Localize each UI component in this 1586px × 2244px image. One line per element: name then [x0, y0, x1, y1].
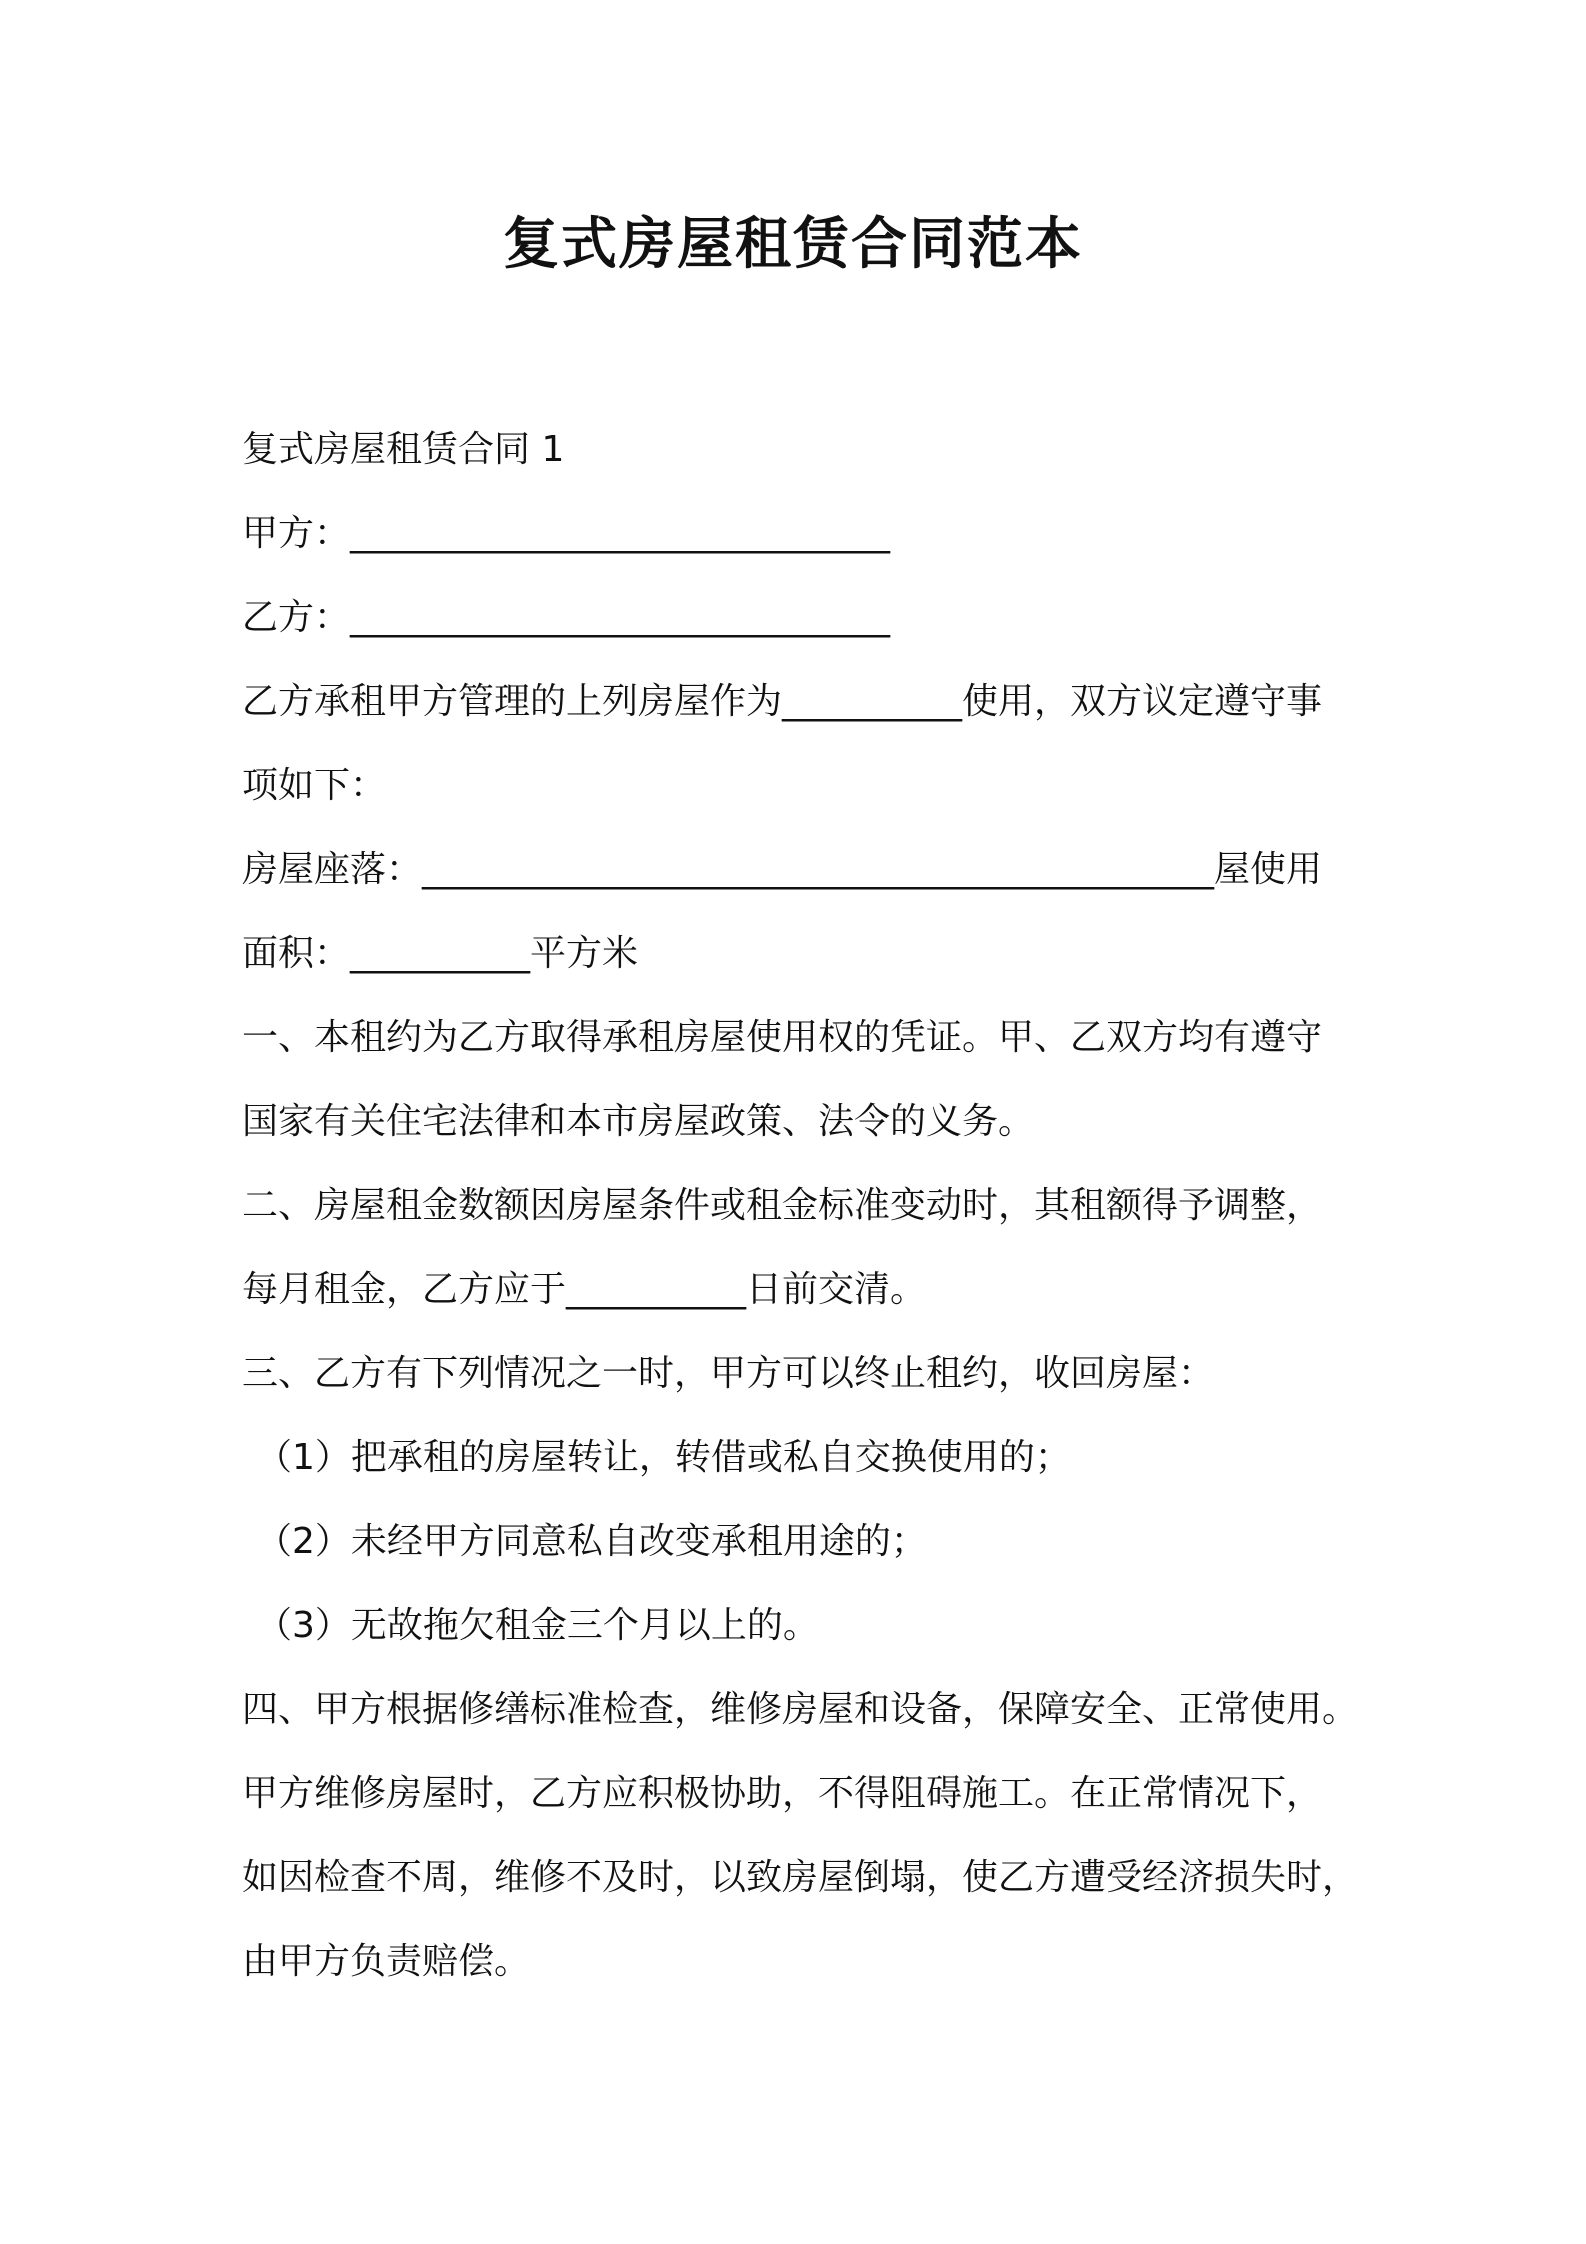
paragraph-line: 乙方承租甲方管理的上列房屋作为__________使用，双方议定遵守事 [242, 681, 1323, 722]
document-body [242, 408, 1359, 2004]
clause-4-line: 甲方维修房屋时，乙方应积极协助，不得阻碍施工。在正常情况下， [242, 1773, 1323, 1814]
clause-3-item: （3）无故拖欠租金三个月以上的。 [256, 1605, 819, 1646]
section-heading: 复式房屋租赁合同 1 [242, 429, 565, 470]
clause-4-line: 如因检查不周，维修不及时，以致房屋倒塌，使乙方遭受经济损失时， [242, 1857, 1359, 1898]
location-line: 房屋座落：____________________________________________屋使用 [242, 849, 1323, 890]
clause-1-line: 国家有关住宅法律和本市房屋政策、法令的义务。 [242, 1101, 1035, 1142]
clause-3-line: 三、乙方有下列情况之一时，甲方可以终止租约，收回房屋： [242, 1353, 1215, 1394]
party-b-line: 乙方：______________________________ [242, 597, 891, 638]
paragraph-line: 项如下： [242, 765, 387, 806]
clause-4-line: 四、甲方根据修缮标准检查，维修房屋和设备，保障安全、正常使用。 [242, 1689, 1359, 1730]
clause-2-line: 二、房屋租金数额因房屋条件或租金标准变动时，其租额得予调整， [242, 1185, 1323, 1226]
clause-3-item: （2）未经甲方同意私自改变承租用途的； [256, 1521, 927, 1562]
clause-3-item: （1）把承租的房屋转让，转借或私自交换使用的； [256, 1437, 1071, 1478]
clause-1-line: 一、本租约为乙方取得承租房屋使用权的凭证。甲、乙双方均有遵守 [242, 1017, 1323, 1058]
clause-4-line: 由甲方负责赔偿。 [242, 1941, 531, 1982]
party-a-line: 甲方：______________________________ [242, 513, 891, 554]
area-line: 面积：__________平方米 [242, 933, 639, 974]
clause-2-line: 每月租金，乙方应于__________日前交清。 [242, 1269, 927, 1310]
document-title: 复式房屋租赁合同范本 [503, 212, 1083, 277]
